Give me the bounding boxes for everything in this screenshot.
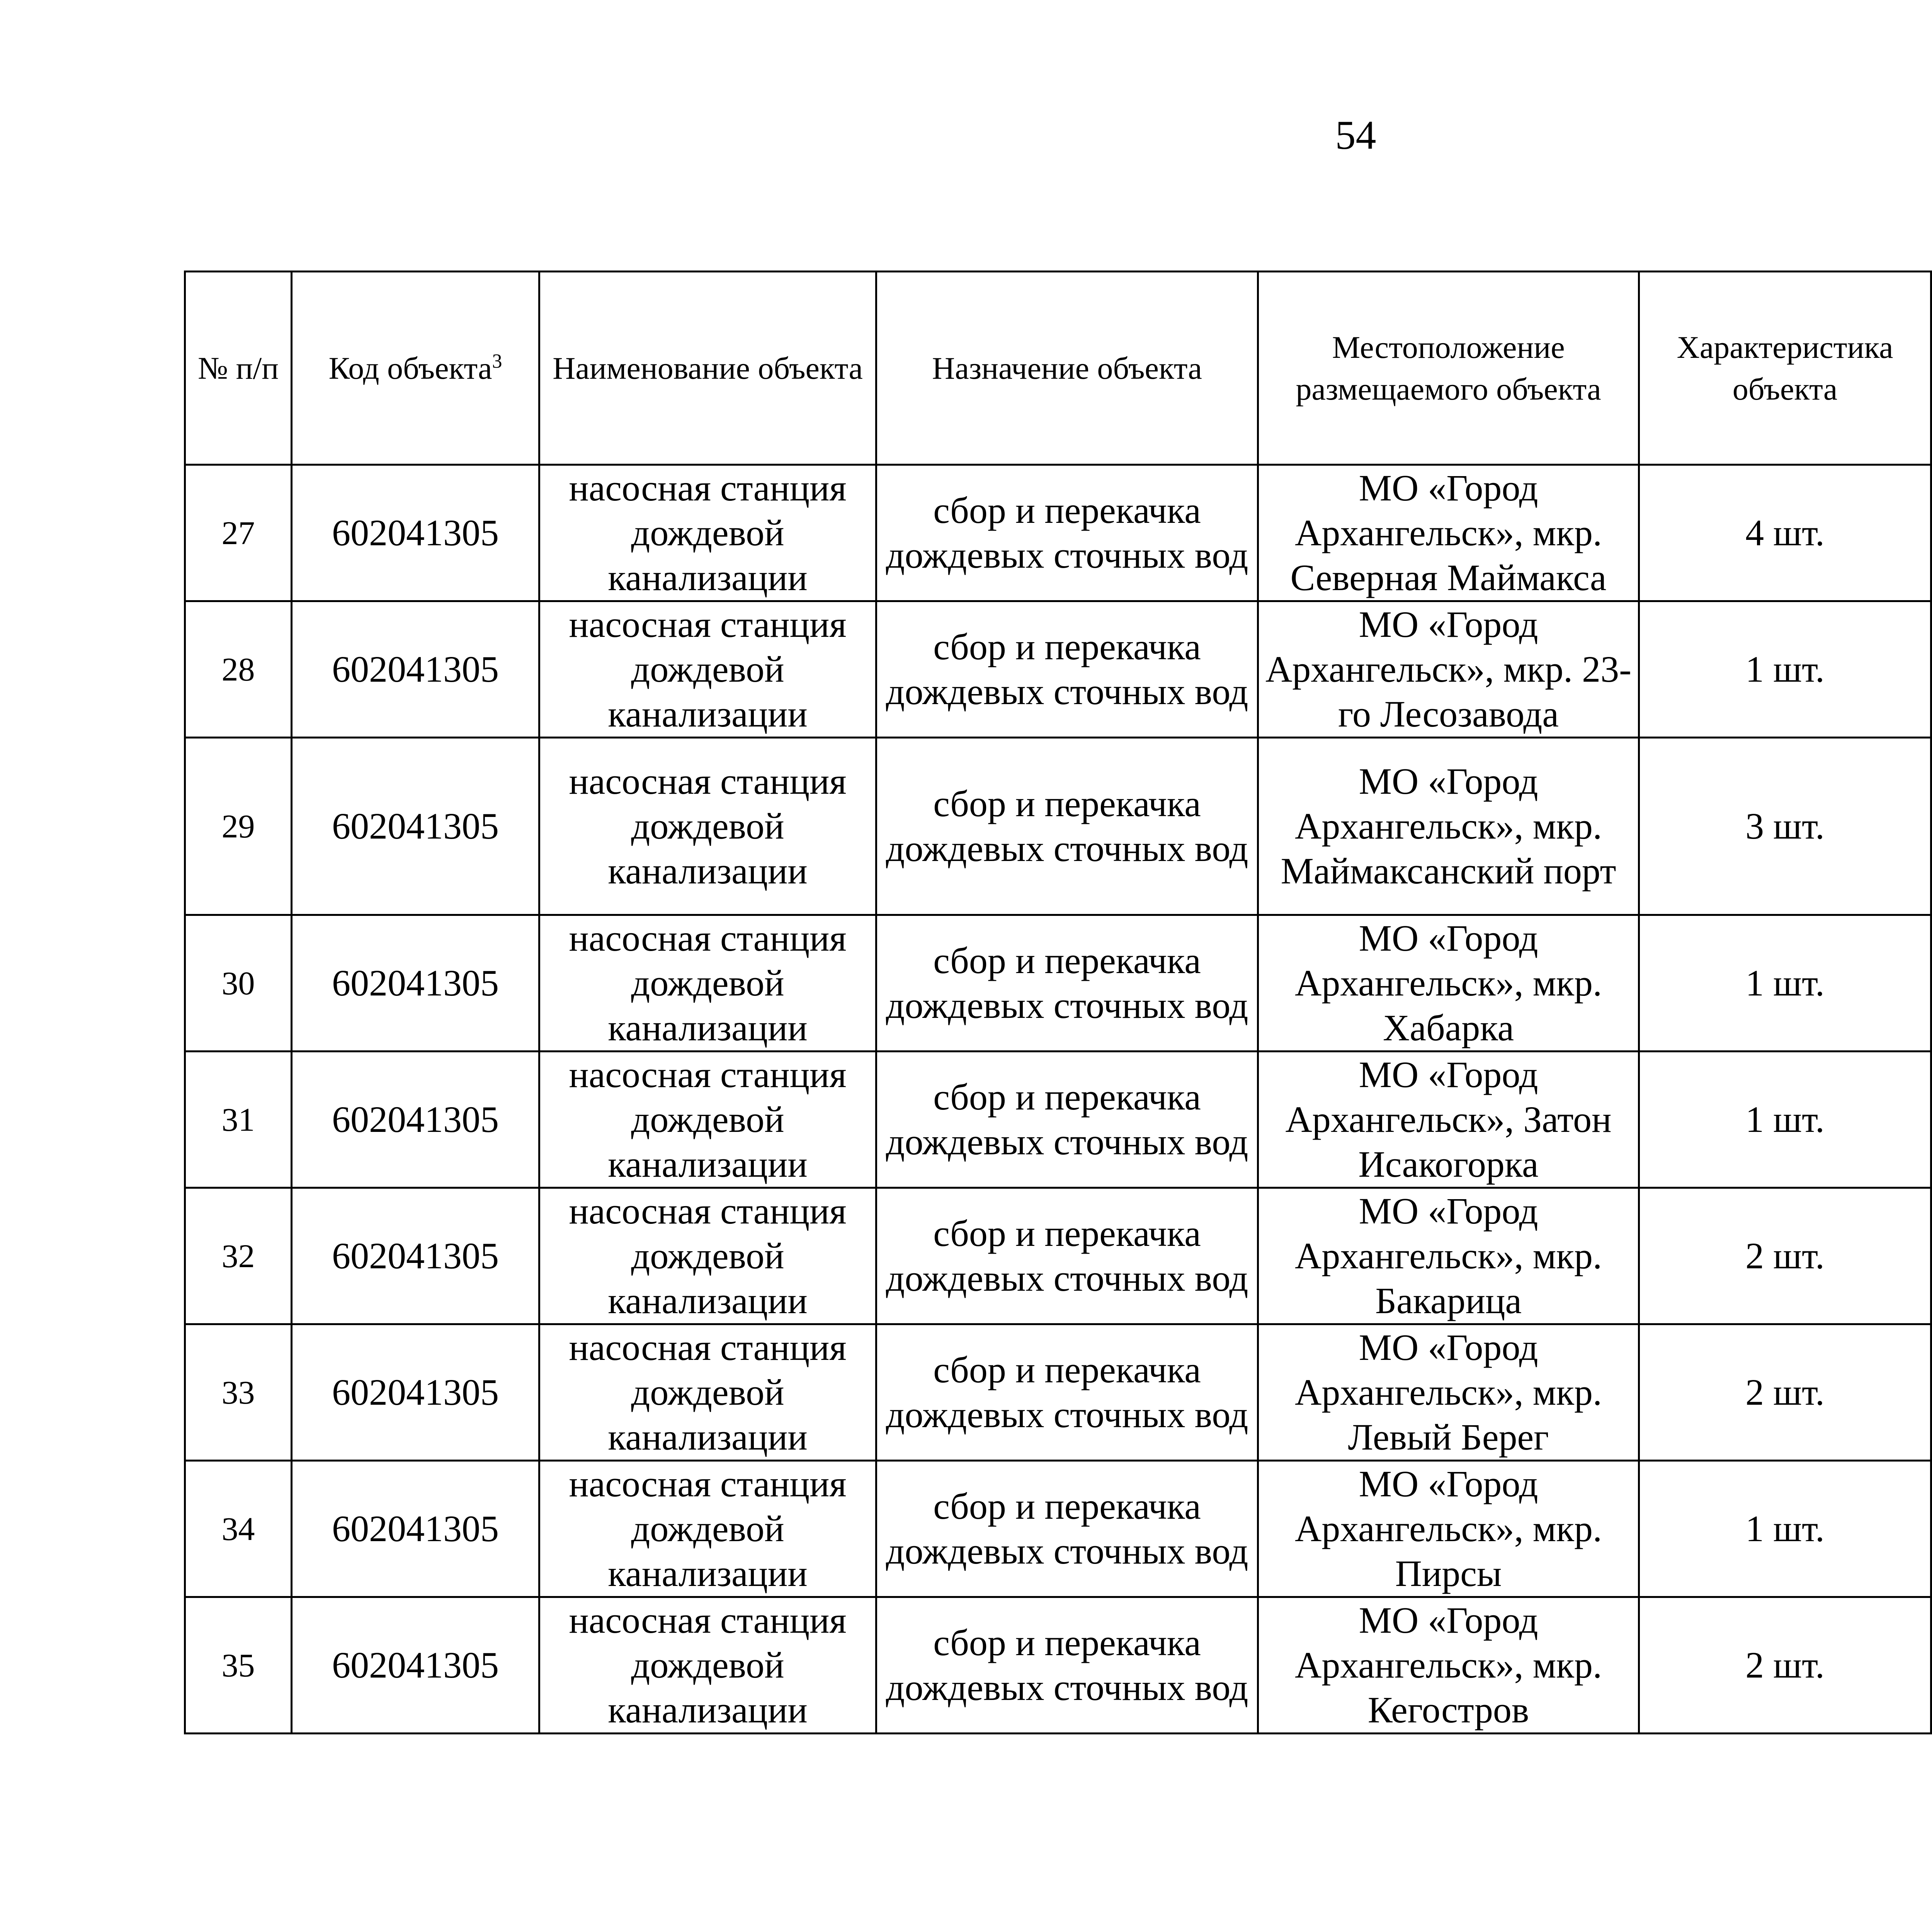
objects-table — [184, 271, 1932, 1734]
cell-num: 33 — [185, 1324, 292, 1461]
table-row — [185, 738, 1932, 915]
cell-name: насосная станция дождевой канализации — [539, 915, 876, 1052]
cell-characteristic: 1 шт. — [1639, 915, 1931, 1052]
table-row — [185, 1188, 1932, 1324]
cell-characteristic: 2 шт. — [1639, 1188, 1931, 1324]
cell-code: 602041305 — [292, 1188, 539, 1324]
header-code-label: Код объекта — [328, 350, 492, 386]
cell-purpose: сбор и перекачка дождевых сточных вод — [876, 915, 1258, 1052]
cell-num: 35 — [185, 1597, 292, 1734]
page-number: 54 — [1335, 112, 1376, 158]
header-characteristic: Характеристика объекта — [1639, 272, 1931, 465]
cell-characteristic: 4 шт. — [1639, 465, 1931, 601]
cell-num: 34 — [185, 1461, 292, 1597]
cell-characteristic: 3 шт. — [1639, 738, 1931, 915]
header-num: № п/п — [185, 272, 292, 465]
header-name: Наименование объекта — [539, 272, 876, 465]
cell-characteristic: 1 шт. — [1639, 1461, 1931, 1597]
cell-purpose: сбор и перекачка дождевых сточных вод — [876, 465, 1258, 601]
cell-purpose: сбор и перекачка дождевых сточных вод — [876, 1188, 1258, 1324]
table-header-row — [185, 272, 1932, 465]
table-row — [185, 915, 1932, 1052]
cell-num: 28 — [185, 601, 292, 738]
cell-purpose: сбор и перекачка дождевых сточных вод — [876, 1324, 1258, 1461]
table-row — [185, 601, 1932, 738]
cell-num: 31 — [185, 1052, 292, 1188]
cell-purpose: сбор и перекачка дождевых сточных вод — [876, 738, 1258, 915]
cell-location: МО «Город Архангельск», мкр. Хабарка — [1258, 915, 1639, 1052]
cell-location: МО «Город Архангельск», мкр. Пирсы — [1258, 1461, 1639, 1597]
header-code — [292, 272, 539, 465]
cell-code: 602041305 — [292, 738, 539, 915]
table-row — [185, 465, 1932, 601]
cell-location: МО «Город Архангельск», Затон Исакогорка — [1258, 1052, 1639, 1188]
cell-location: МО «Город Архангельск», мкр. Маймаксанский порт — [1258, 738, 1639, 915]
cell-characteristic: 2 шт. — [1639, 1597, 1931, 1734]
table-row — [185, 1461, 1932, 1597]
cell-name: насосная станция дождевой канализации — [539, 1188, 876, 1324]
header-purpose: Назначение объекта — [876, 272, 1258, 465]
cell-purpose: сбор и перекачка дождевых сточных вод — [876, 1597, 1258, 1734]
cell-purpose: сбор и перекачка дождевых сточных вод — [876, 1461, 1258, 1597]
cell-location: МО «Город Архангельск», мкр. Кегостров — [1258, 1597, 1639, 1734]
cell-code: 602041305 — [292, 1324, 539, 1461]
cell-name: насосная станция дождевой канализации — [539, 465, 876, 601]
cell-num: 32 — [185, 1188, 292, 1324]
cell-code: 602041305 — [292, 915, 539, 1052]
header-code-footnote: 3 — [492, 350, 502, 373]
cell-name: насосная станция дождевой канализации — [539, 738, 876, 915]
cell-name: насосная станция дождевой канализации — [539, 1597, 876, 1734]
cell-location: МО «Город Архангельск», мкр. Бакарица — [1258, 1188, 1639, 1324]
cell-num: 30 — [185, 915, 292, 1052]
cell-characteristic: 2 шт. — [1639, 1324, 1931, 1461]
cell-code: 602041305 — [292, 1052, 539, 1188]
table-row — [185, 1597, 1932, 1734]
cell-name: насосная станция дождевой канализации — [539, 1052, 876, 1188]
table-row — [185, 1324, 1932, 1461]
cell-location: МО «Город Архангельск», мкр. Левый Берег — [1258, 1324, 1639, 1461]
cell-code: 602041305 — [292, 601, 539, 738]
cell-purpose: сбор и перекачка дождевых сточных вод — [876, 601, 1258, 738]
cell-num: 27 — [185, 465, 292, 601]
cell-characteristic: 1 шт. — [1639, 601, 1931, 738]
table-row — [185, 1052, 1932, 1188]
cell-code: 602041305 — [292, 465, 539, 601]
cell-name: насосная станция дождевой канализации — [539, 1461, 876, 1597]
cell-location: МО «Город Архангельск», мкр. 23-го Лесозавода — [1258, 601, 1639, 738]
cell-num: 29 — [185, 738, 292, 915]
cell-characteristic: 1 шт. — [1639, 1052, 1931, 1188]
cell-code: 602041305 — [292, 1597, 539, 1734]
cell-name: насосная станция дождевой канализации — [539, 1324, 876, 1461]
cell-purpose: сбор и перекачка дождевых сточных вод — [876, 1052, 1258, 1188]
cell-location: МО «Город Архангельск», мкр. Северная Маймакса — [1258, 465, 1639, 601]
header-location: Местоположение размещаемого объекта — [1258, 272, 1639, 465]
cell-code: 602041305 — [292, 1461, 539, 1597]
cell-name: насосная станция дождевой канализации — [539, 601, 876, 738]
